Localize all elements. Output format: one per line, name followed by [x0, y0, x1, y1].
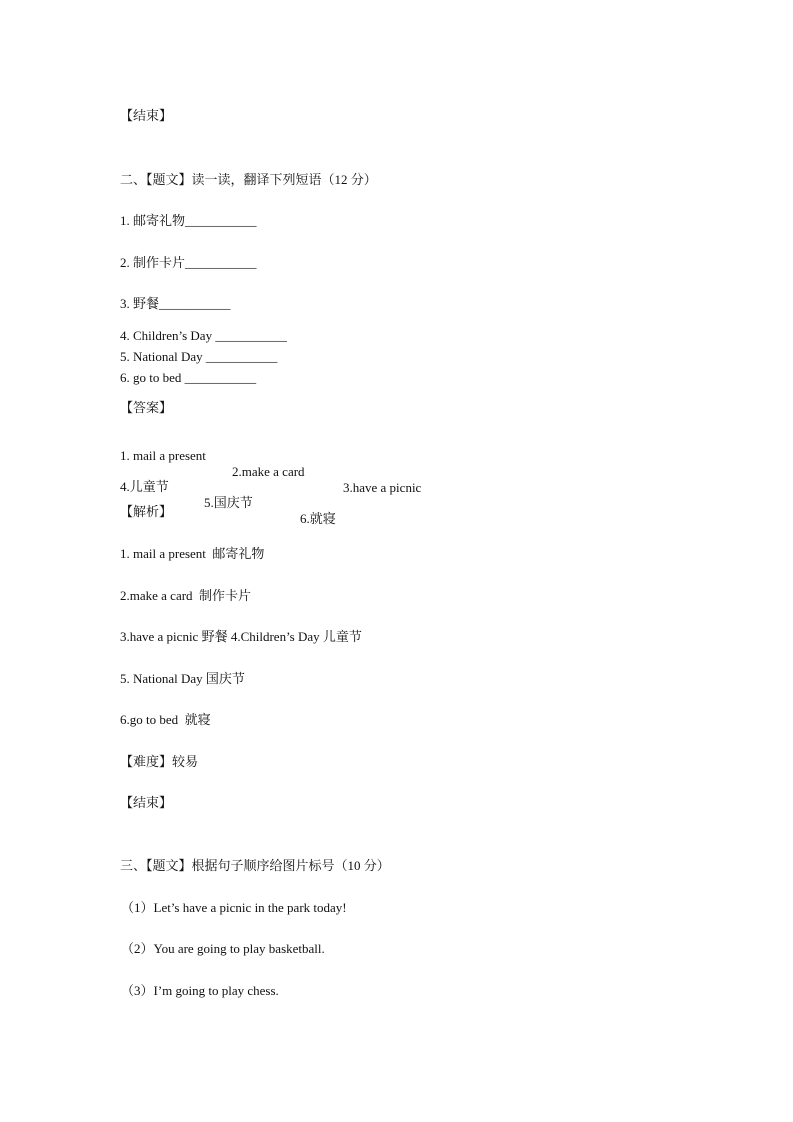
- q2-item-4: 4. Children’s Day ___________: [120, 328, 287, 343]
- q3-item-2: （2）You are going to play basketball.: [121, 941, 325, 956]
- analysis-line-5: 6.go to bed 就寝: [120, 712, 211, 727]
- answer-3: 3.have a picnic: [343, 480, 422, 495]
- difficulty: 【难度】较易: [120, 754, 199, 769]
- answer-4: 4.儿童节: [120, 479, 169, 494]
- analysis-tag: 【解析】: [120, 504, 173, 519]
- q2-item-6: 6. go to bed ___________: [120, 370, 257, 385]
- analysis-line-1: 1. mail a present 邮寄礼物: [120, 546, 265, 561]
- q2-item-3: 3. 野餐___________: [120, 296, 231, 311]
- answer-2: 2.make a card: [232, 464, 305, 479]
- answer-1: 1. mail a present: [120, 448, 206, 463]
- q2-heading: 二、【题文】读一读，翻译下列短语（12 分）: [120, 172, 377, 187]
- answer-6: 6.就寝: [300, 511, 336, 526]
- analysis-line-4: 5. National Day 国庆节: [120, 671, 245, 686]
- q3-heading: 三、【题文】根据句子顺序给图片标号（10 分）: [120, 858, 390, 873]
- q3-item-3: （3）I’m going to play chess.: [121, 983, 279, 998]
- analysis-line-3: 3.have a picnic 野餐 4.Children’s Day 儿童节: [120, 629, 362, 644]
- q2-item-5: 5. National Day ___________: [120, 349, 278, 364]
- q2-item-1: 1. 邮寄礼物___________: [120, 213, 257, 228]
- answer-tag: 【答案】: [120, 400, 173, 415]
- q3-item-1: （1）Let’s have a picnic in the park today!: [121, 900, 347, 915]
- end-tag: 【结束】: [120, 795, 173, 810]
- end-tag: 【结束】: [120, 108, 173, 123]
- answer-5: 5.国庆节: [204, 495, 253, 510]
- q2-item-2: 2. 制作卡片___________: [120, 255, 257, 270]
- analysis-line-2: 2.make a card 制作卡片: [120, 588, 252, 603]
